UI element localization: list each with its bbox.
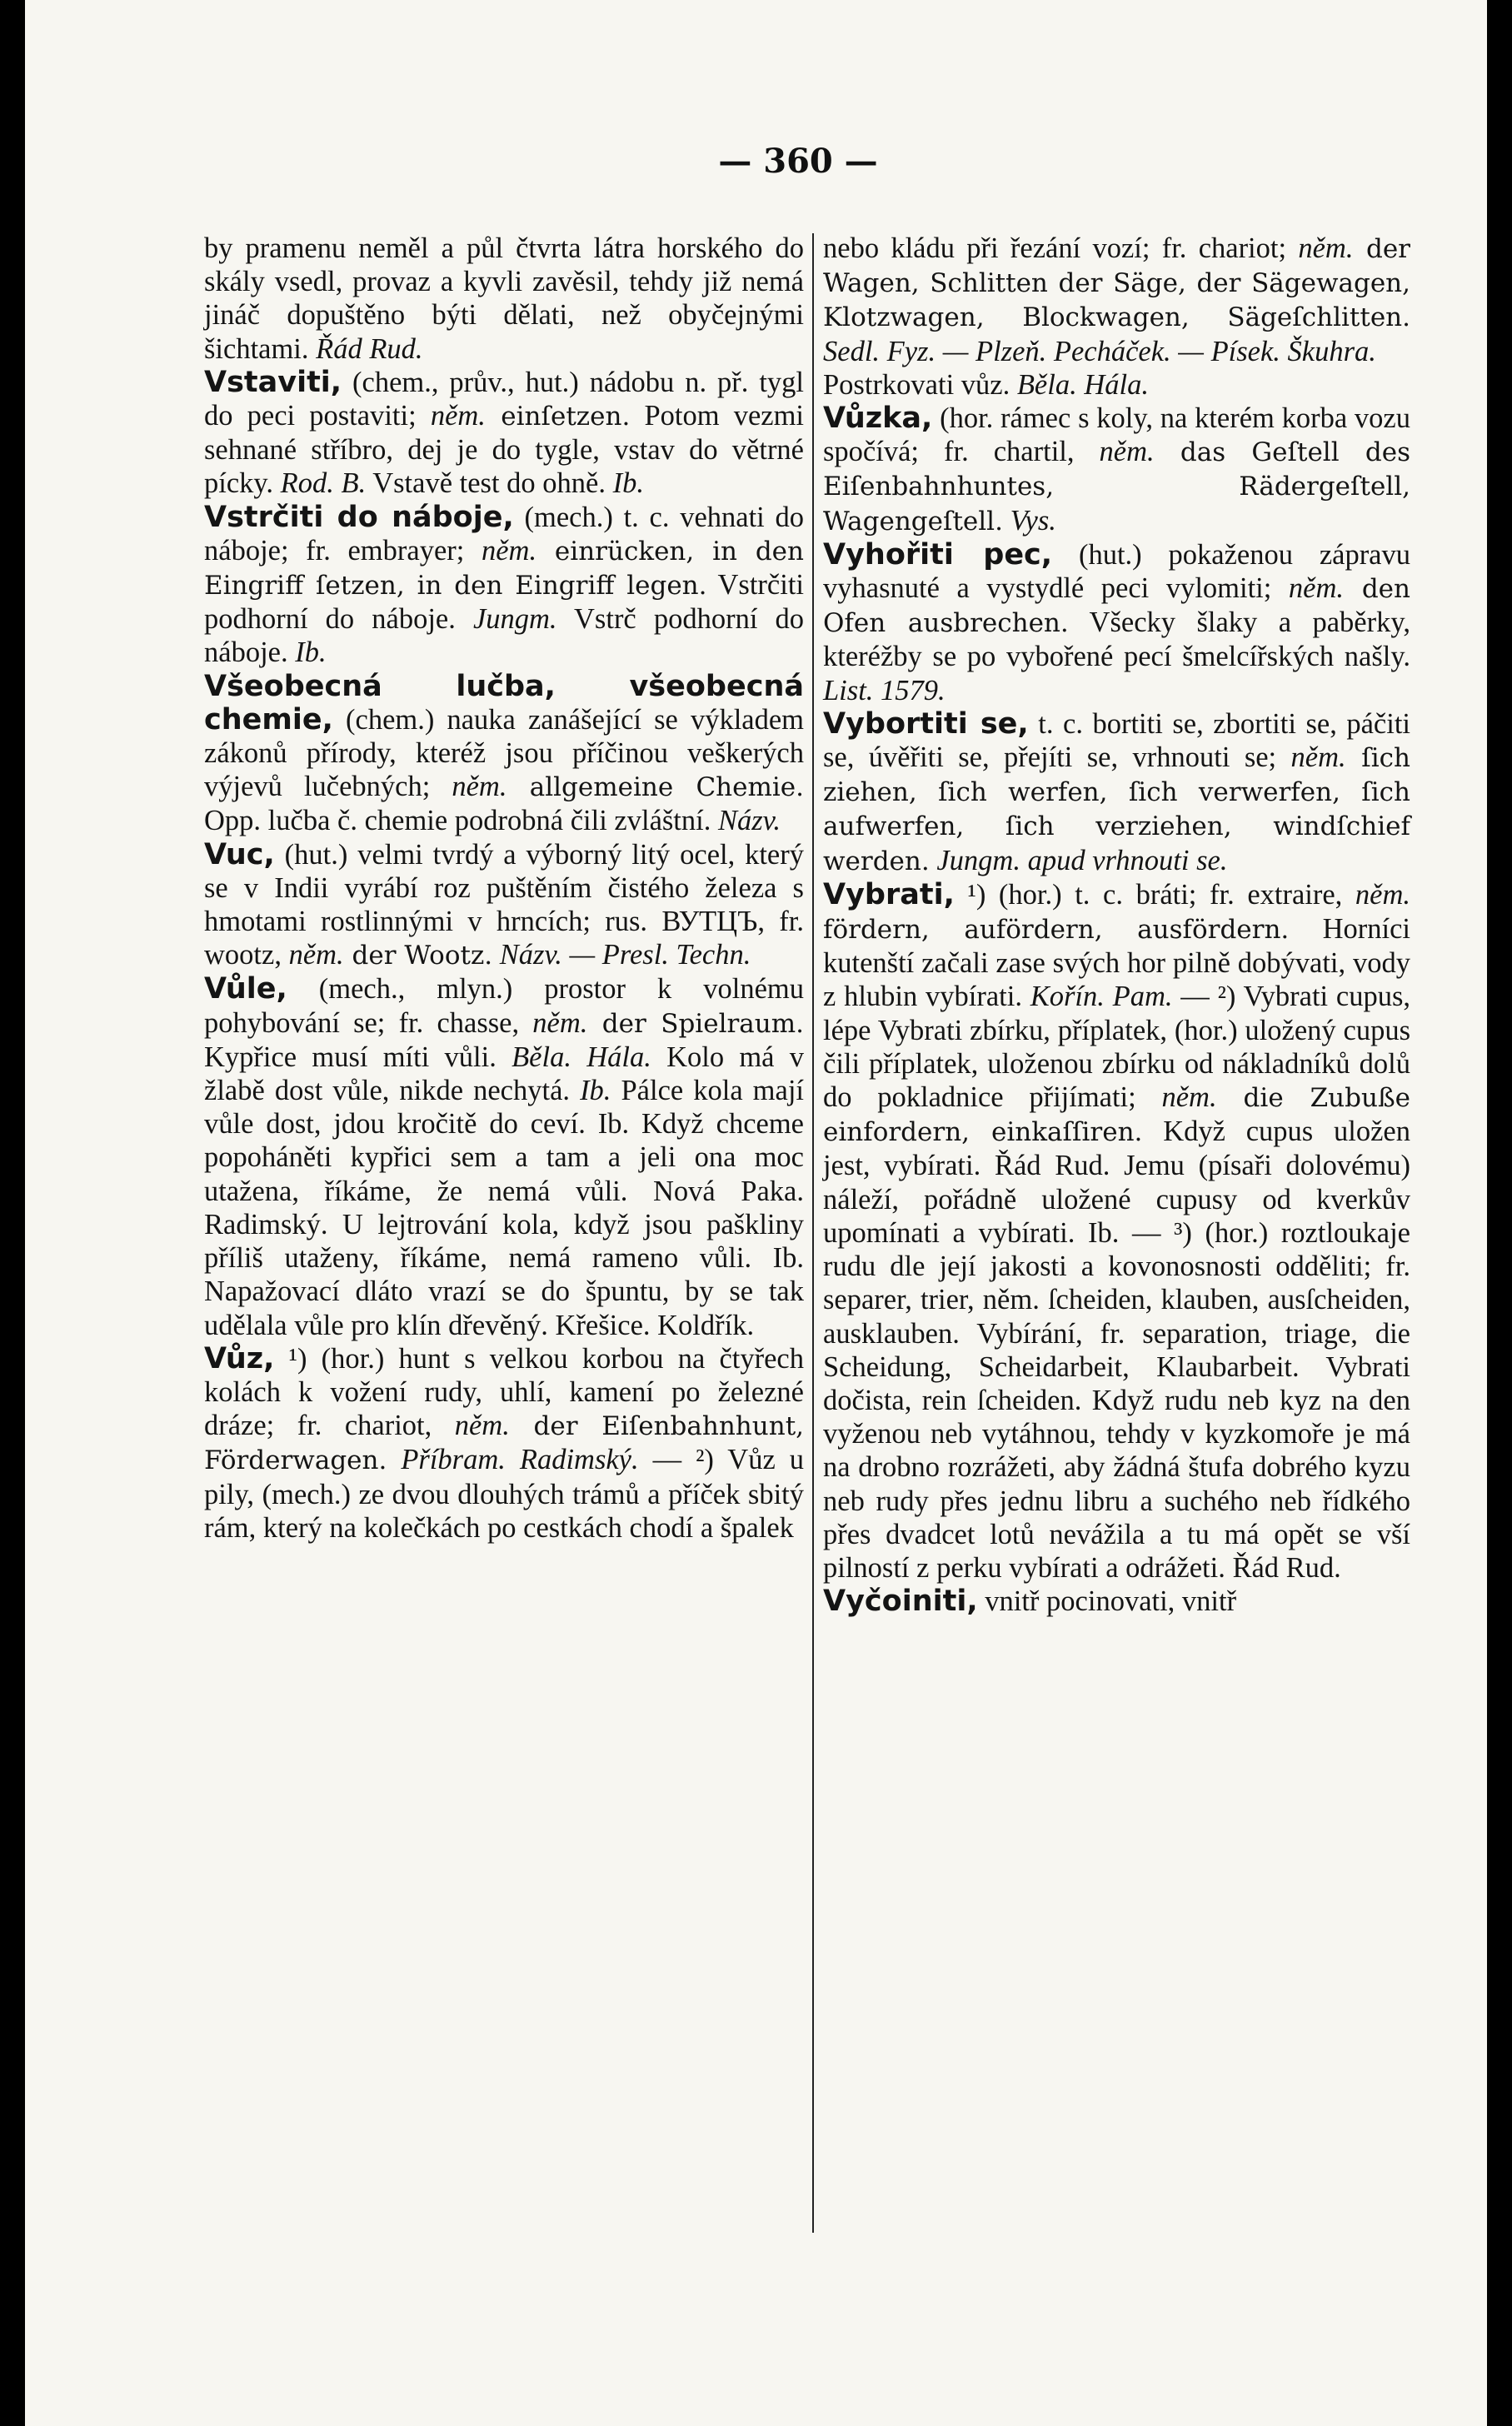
dictionary-entry [823, 878, 1410, 1585]
entry-text: Kolo má v žlabě dost vůle, nikde nechytá. [204, 1041, 804, 1107]
language-label: něm. [1288, 572, 1345, 605]
dictionary-entry [823, 368, 1410, 402]
dictionary-entry [204, 1342, 804, 1545]
entry-text: Když cupus uložen jest, vybírati. Řád Rud. Jemu (písaři dolovému) náleží, pořádně uložené cupusy od kverkův upomínati a vybírati. Ib. — ³) (hor.) roztloukaje rudu dle její jakosti a kovonosnosti odděliti; fr. separer, trier, něm. ſcheiden, klauben, ausſcheiden, ausklauben. Vybírání, fr. separation, triage, die Scheidung, Scheidarbeit, Klaubarbeit. Vybrati dočista, rein ſcheiden. Když rudu neb kyz na den vyženou neb vytáhnou, tehdy v kyzkomoře je má na drobno rozrážeti, aby žádná štufa dobrého kyzu neb rudy přes jednu libru a suchého neb řídkého přes dvadcet lotů nevážila a tu má opět se vší pilností z perku vybírati a odrážeti. Řád Rud. [823, 1116, 1410, 1584]
entry-source: Běla. Hála. [1016, 368, 1149, 401]
dictionary-page [25, 0, 1487, 2426]
dictionary-entry [204, 501, 804, 670]
entry-source: Jungm. [472, 603, 557, 636]
entry-text: ¹) (hor.) hunt s velkou korbou na čtyřech kolách k vožení rudy, uhlí, kamení po železné dráze; fr. chariot, [204, 1342, 804, 1442]
entry-source: Rod. B. [280, 467, 367, 500]
entry-text: (mech.) t. c. vehnati do náboje; fr. embrayer; [204, 501, 804, 567]
entry-text: vnitř pocinovati, vnitř [977, 1585, 1237, 1618]
german-equivalent: die Zubuße einfordern, einkaſſiren. [823, 1083, 1410, 1148]
left-column [204, 232, 804, 1545]
entry-source: Ib. [612, 467, 644, 500]
entry-headword: Vůle, [204, 972, 287, 1006]
german-equivalent: einrücken, in den Eingriff ſetzen, in den Eingriff legen. [204, 536, 804, 602]
language-label: něm. [1099, 436, 1155, 468]
language-label: něm. [1298, 232, 1354, 264]
entry-text: ¹) (hor.) t. c. bráti; fr. extraire, [954, 878, 1355, 911]
german-equivalent: fördern, aufördern, ausfördern. [823, 915, 1290, 946]
entry-text: — ²) Vybrati cupus, lépe Vybrati zbírku, příplatek, (hor.) uložený cupus čili příplatek, uloženou zbírku od nákladníků dolů do pokladnice přijímati; [823, 981, 1411, 1114]
entry-source: Názv. [717, 805, 781, 837]
entry-headword: Všeobecná lučba, všeobecná chemie, [204, 669, 804, 736]
language-label: něm. [454, 1410, 510, 1442]
page-number: — 360 — [718, 142, 878, 181]
entry-text: Vstrčiti podhorní do náboje. [204, 569, 804, 636]
entry-text: Horníci kutenští začali zase svých hor pilně dobývati, vody z hlubin vybírati. [823, 913, 1410, 1013]
entry-headword: Vůz, [204, 1341, 275, 1375]
entry-text: Postrkovati vůz. [823, 368, 1017, 401]
entry-text [1003, 505, 1010, 537]
german-equivalent: der Spielraum. [587, 1008, 804, 1039]
german-equivalent: den Ofen ausbrechen. [823, 574, 1410, 639]
dictionary-entry [823, 232, 1410, 368]
entry-text: Pálce kola mají vůle dost, jdou kročitě do ceví. Ib. Když chceme popoháněti kypřici sem a tam a jeli ona moc utažena, říkáme, že nemá vůli. Nová Paka. Radimský. U lejtrování kola, když jsou paškliny příliš utaženy, říkáme, nemá rameno vůli. Ib. Napažovací dláto vrazí se do špuntu, by se tak udělala vůle pro klín dřevěný. Křešice. Koldřík. [204, 1075, 804, 1341]
entry-text: (hor. rámec s koly, na kterém korba vozu spočívá; fr. chartil, [823, 402, 1410, 468]
entry-source: Ib. [580, 1075, 611, 1107]
language-label: něm. [430, 400, 486, 432]
entry-text: Kypřice musí míti vůli. [204, 1041, 512, 1073]
entry-text: Všecky šlaky a paběrky, kteréžby se po vybořené pecí šmelcířských našly. [823, 606, 1410, 673]
entry-text: nebo kládu při řezání vozí; fr. chariot; [823, 232, 1299, 264]
entry-headword: Vůzka, [823, 402, 933, 436]
entry-text: (mech., mlyn.) prostor k volnému pohybování se; fr. chasse, [204, 973, 804, 1039]
german-equivalent: der Eiſenbahnhunt, Förderwagen. [204, 1411, 805, 1476]
language-label: něm. [1355, 878, 1410, 911]
german-equivalent: allgemeine Chemie. [506, 772, 804, 803]
entry-text: t. c. bortiti se, zbortiti se, páčiti se, úvěřiti se, přejíti se, vrhnouti se; [823, 707, 1410, 774]
language-label: něm. [452, 771, 507, 803]
entry-source: Názv. — Presl. Techn. [499, 939, 751, 971]
entry-source: Řád Rud. [316, 332, 423, 365]
dictionary-entry [823, 402, 1410, 538]
entry-source: Jungm. apud vrhnouti se. [936, 844, 1228, 876]
dictionary-entry [823, 1585, 1410, 1618]
entry-text: Opp. lučba č. chemie podrobná čili zvláštní. [204, 805, 718, 837]
entry-headword: Vuc, [204, 837, 275, 871]
language-label: něm. [532, 1006, 588, 1039]
german-equivalent: das Geſtell des Eiſenbahnhuntes, Rädergeſtell, Wagengeſtell. [823, 437, 1410, 537]
language-label: něm. [288, 939, 344, 971]
entry-text: (chem., prův., hut.) nádobu n. př. tygl do peci postaviti; [204, 366, 804, 432]
dictionary-entry [204, 366, 804, 501]
entry-source: Příbram. Radimský. [401, 1444, 639, 1476]
entry-text: (hut.) velmi tvrdý a výborný litý ocel, který se v Indii vyrábí roz puštěním čistého železa s hmotami rostlinnými v hrncích; rus. ВУТЦЪ, fr. wootz, [204, 838, 804, 971]
entry-source: Běla. Hála. [511, 1041, 651, 1073]
dictionary-entry [823, 707, 1410, 878]
column-divider [812, 233, 814, 2233]
entry-headword: Vstrčiti do náboje, [204, 500, 514, 534]
entry-source: Sedl. Fyz. — Plzeň. Pecháček. — Písek. Škuhra. [823, 335, 1376, 367]
german-equivalent: einſetzen. [485, 402, 631, 432]
entry-headword: Vybrati, [823, 877, 955, 911]
entry-text [492, 939, 500, 971]
entry-headword: Vyhořiti pec, [823, 537, 1053, 572]
language-label: něm. [481, 534, 537, 567]
entry-source: Kořín. Pam. [1030, 981, 1173, 1013]
entry-text: Vstrč podhorní do náboje. [204, 603, 804, 669]
dictionary-entry [823, 538, 1410, 707]
dictionary-entry [204, 670, 804, 838]
entry-source: Ib. [295, 636, 327, 669]
language-label: něm. [1161, 1081, 1217, 1114]
entry-text: — ²) Vůz u pily, (mech.) ze dvou dlouhých trámů a příček sbitý rám, který na kolečkách po cestkách chodí a špalek [204, 1444, 804, 1544]
dictionary-entry [204, 972, 804, 1341]
entry-headword: Vybortiti se, [823, 706, 1029, 741]
german-equivalent: der Wagen, Schlitten der Säge, der Sägewagen, Klotzwagen, Blockwagen, Sägeſchlitten. [823, 234, 1410, 333]
entry-source: List. 1579. [823, 674, 946, 706]
entry-text [387, 1444, 401, 1475]
german-equivalent: der Wootz. [343, 941, 493, 971]
entry-text: Potom vezmi sehnané stříbro, dej je do tygle, vstav do větrné pícky. [204, 400, 804, 500]
entry-text: Vstavě test do ohně. [366, 467, 613, 500]
right-column [823, 232, 1410, 1618]
german-equivalent: ſich ziehen, ſich werfen, ſich verwerfen, ſich aufwerfen, ſich verziehen, windſchief werden. [823, 743, 1410, 876]
dictionary-entry [204, 232, 804, 366]
language-label: něm. [1290, 741, 1346, 774]
entry-headword: Vyčoiniti, [823, 1585, 978, 1619]
entry-headword: Vstaviti, [204, 365, 342, 399]
entry-text: (chem.) nauka zanášející se výkladem zákonů přírody, kteréž jsou příčinou veškerých výjevů lučebných; [204, 703, 804, 803]
dictionary-entry [204, 838, 804, 973]
entry-source: Vys. [1010, 504, 1056, 537]
entry-text: (hut.) pokaženou zápravu vyhasnuté a vystydlé peci vylomiti; [823, 538, 1410, 605]
entry-text: by pramenu neměl a půl čtvrta látra horského do skály vsedl, provaz a kyvli zavěsil, tehdy již nemá jináč dopuštěno býti dělati, než obyčejnými šichtami. [204, 232, 804, 365]
